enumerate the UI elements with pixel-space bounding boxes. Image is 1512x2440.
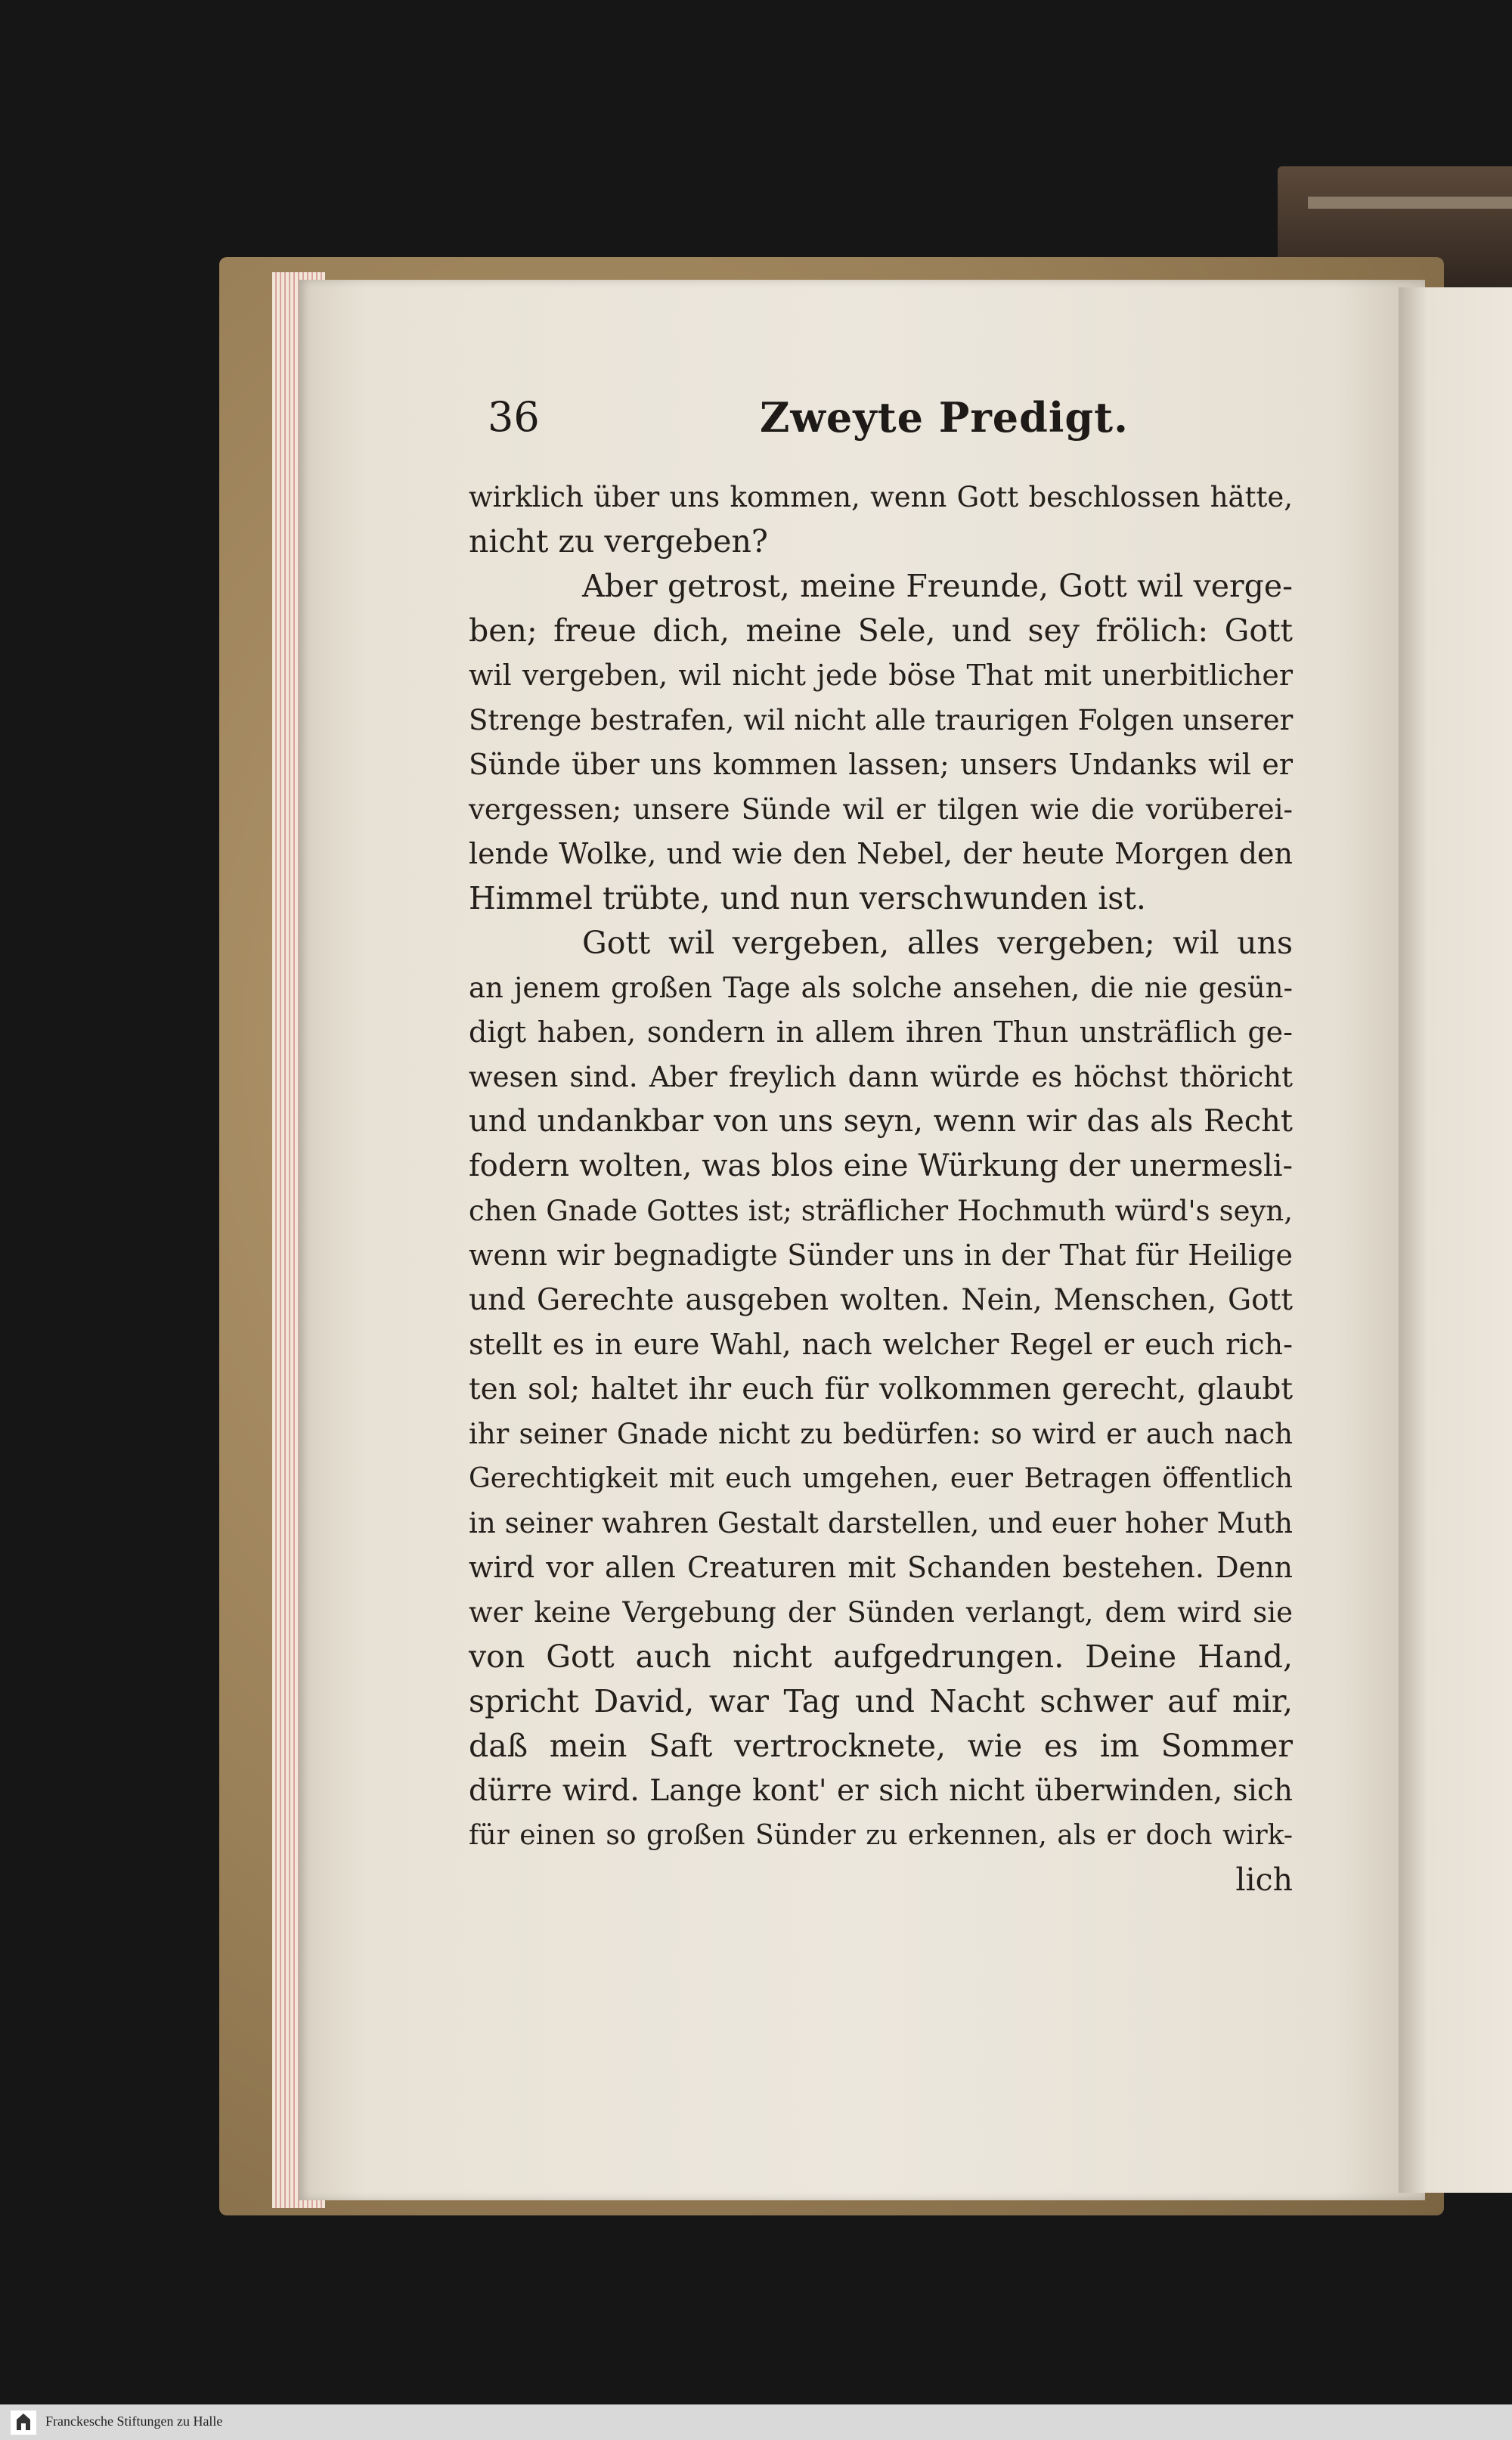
text-line: Gerechtigkeit mit euch umgehen, euer Betragen öffentlich: [469, 1463, 1293, 1494]
text-line: für einen so großen Sünder zu erkennen, als er doch wirk-: [469, 1820, 1293, 1851]
text-line: und Gerechte ausgeben wolten. Nein, Menschen, Gott: [469, 1283, 1293, 1317]
text-line: wenn wir begnadigte Sünder uns in der That für Heilige: [469, 1239, 1293, 1272]
text-line: digt haben, sondern in allem ihren Thun unsträflich ge-: [469, 1015, 1293, 1049]
footer-bar: [0, 2404, 1512, 2440]
text-line: stellt es in eure Wahl, nach welcher Regel er euch rich-: [469, 1328, 1293, 1361]
institution-logo-icon: [11, 2411, 36, 2435]
page-number: 36: [488, 393, 540, 441]
text-line: fodern wolten, was blos eine Würkung der unermesli-: [469, 1149, 1293, 1183]
text-line: und undankbar von uns seyn, wenn wir das als Recht: [469, 1104, 1293, 1139]
text-line: in seiner wahren Gestalt darstellen, und euer hoher Muth: [469, 1507, 1293, 1539]
text-line: dürre wird. Lange kont' er sich nicht überwinden, sich: [469, 1774, 1293, 1808]
text-line: Strenge bestrafen, wil nicht alle traurigen Folgen unserer: [469, 704, 1294, 736]
text-line: vergessen; unsere Sünde wil er tilgen wie die vorüberei-: [469, 793, 1293, 826]
body-text: [469, 475, 1293, 1902]
text-line: chen Gnade Gottes ist; sträflicher Hochmuth würd's seyn,: [469, 1195, 1293, 1227]
text-line: an jenem großen Tage als solche ansehen, die nie gesün-: [469, 972, 1293, 1004]
text-line: wesen sind. Aber freylich dann würde es höchst thöricht: [469, 1061, 1293, 1093]
text-line: ben; freue dich, meine Sele, und sey frölich: Gott: [469, 612, 1293, 649]
footer-credit: Franckesche Stiftungen zu Halle: [45, 2414, 223, 2429]
text-line: von Gott auch nicht aufgedrungen. Deine Hand,: [469, 1639, 1293, 1675]
text-line: wil vergeben, wil nicht jede böse That mit unerbitlicher: [469, 659, 1293, 692]
text-line: ten sol; haltet ihr euch für volkommen gerecht, glaubt: [469, 1372, 1293, 1406]
facing-page: [1399, 287, 1512, 2193]
text-line: wer keine Vergebung der Sünden verlangt, dem wird sie: [469, 1596, 1293, 1629]
text-line: daß mein Saft vertrocknete, wie es im Sommer: [469, 1728, 1293, 1764]
text-line: Aber getrost, meine Freunde, Gott wil verge-: [582, 568, 1293, 604]
text-line: lende Wolke, und wie den Nebel, der heute Morgen den: [469, 837, 1293, 870]
text-line: Himmel trübte, und nun verschwunden ist.: [469, 880, 1146, 916]
catchword: lich: [1235, 1862, 1293, 1898]
text-line: wirklich über uns kommen, wenn Gott beschlossen hätte,: [469, 481, 1293, 513]
text-line: Gott wil vergeben, alles vergeben; wil uns: [582, 925, 1293, 961]
running-title: Zweyte Predigt.: [760, 393, 1129, 442]
text-line: wird vor allen Creaturen mit Schanden bestehen. Denn: [469, 1551, 1293, 1584]
text-line: Sünde über uns kommen lassen; unsers Undanks wil er: [469, 748, 1293, 781]
text-line: spricht David, war Tag und Nacht schwer auf mir,: [469, 1683, 1293, 1719]
page-header: [488, 393, 1289, 454]
text-line: ihr seiner Gnade nicht zu bedürfen: so wird er auch nach: [469, 1418, 1293, 1450]
text-line: nicht zu vergeben?: [469, 523, 768, 560]
